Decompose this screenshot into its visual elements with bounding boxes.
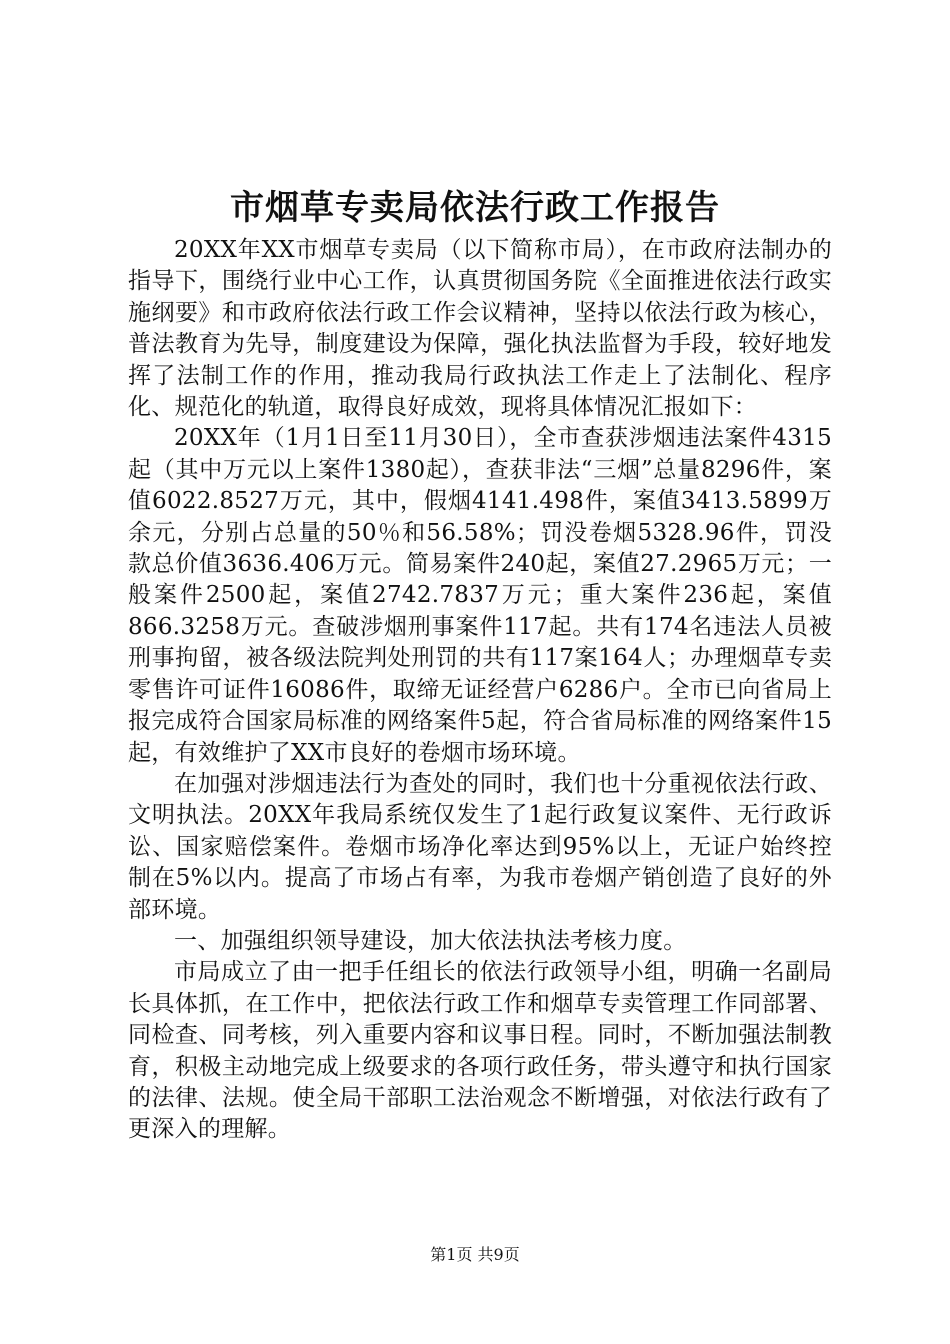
- document-title: 市烟草专卖局依法行政工作报告: [230, 188, 720, 228]
- document-body: [128, 235, 832, 1146]
- section-heading-1: 一、加强组织领导建设，加大依法执法考核力度。: [174, 927, 687, 954]
- paragraph-intro: 20XX年XX市烟草专卖局（以下简称市局），在市政府法制办的指导下，围绕行业中心工作，认真贯彻国务院《全面推进依法行政实施纲要》和市政府依法行政工作会议精神，坚持以依法行政为核心，普法教育为先导，制度建设为保障，强化执法监督为手段，较好地发挥了法制工作的作用，推动我局行政执法工作走上了法制化、程序化、规范化的轨道，取得良好成效，现将具体情况汇报如下：: [128, 237, 832, 421]
- paragraph-leadership: 市局成立了由一把手任组长的依法行政领导小组，明确一名副局长具体抓，在工作中，把依法行政工作和烟草专卖管理工作同部署、同检查、同考核，列入重要内容和议事日程。同时，不断加强法制教育，积极主动地完成上级要求的各项行政任务，带头遵守和执行国家的法律、法规。使全局干部职工法治观念不断增强，对依法行政有了更深入的理解。: [128, 959, 832, 1143]
- paragraph-law-enforcement: 在加强对涉烟违法行为查处的同时，我们也十分重视依法行政、文明执法。20XX年我局系统仅发生了1起行政复议案件、无行政诉讼、国家赔偿案件。卷烟市场净化率达到95%以上，无证户始终控制在5%以内。提高了市场占有率，为我市卷烟产销创造了良好的外部环境。: [128, 770, 832, 923]
- paragraph-statistics: 20XX年（1月1日至11月30日），全市查获涉烟违法案件4315起（其中万元以上案件1380起），查获非法“三烟”总量8296件，案值6022.8527万元，其中，假烟4141.498件，案值3413.5899万余元，分别占总量的50％和56.58%；罚没卷烟5328.96件，罚没款总价值3636.406万元。简易案件240起，案值27.2965万元；一般案件2500起，案值2742.7837万元；重大案件236起，案值866.3258万元。查破涉烟刑事案件117起。共有174名违法人员被刑事拘留，被各级法院判处刑罚的共有117案164人；办理烟草专卖零售许可证件16086件，取缔无证经营户6286户。全市已向省局上报完成符合国家局标准的网络案件5起，符合省局标准的网络案件15起，有效维护了XX市良好的卷烟市场环境。: [128, 425, 832, 766]
- page-number: 第1页 共9页: [430, 1245, 520, 1264]
